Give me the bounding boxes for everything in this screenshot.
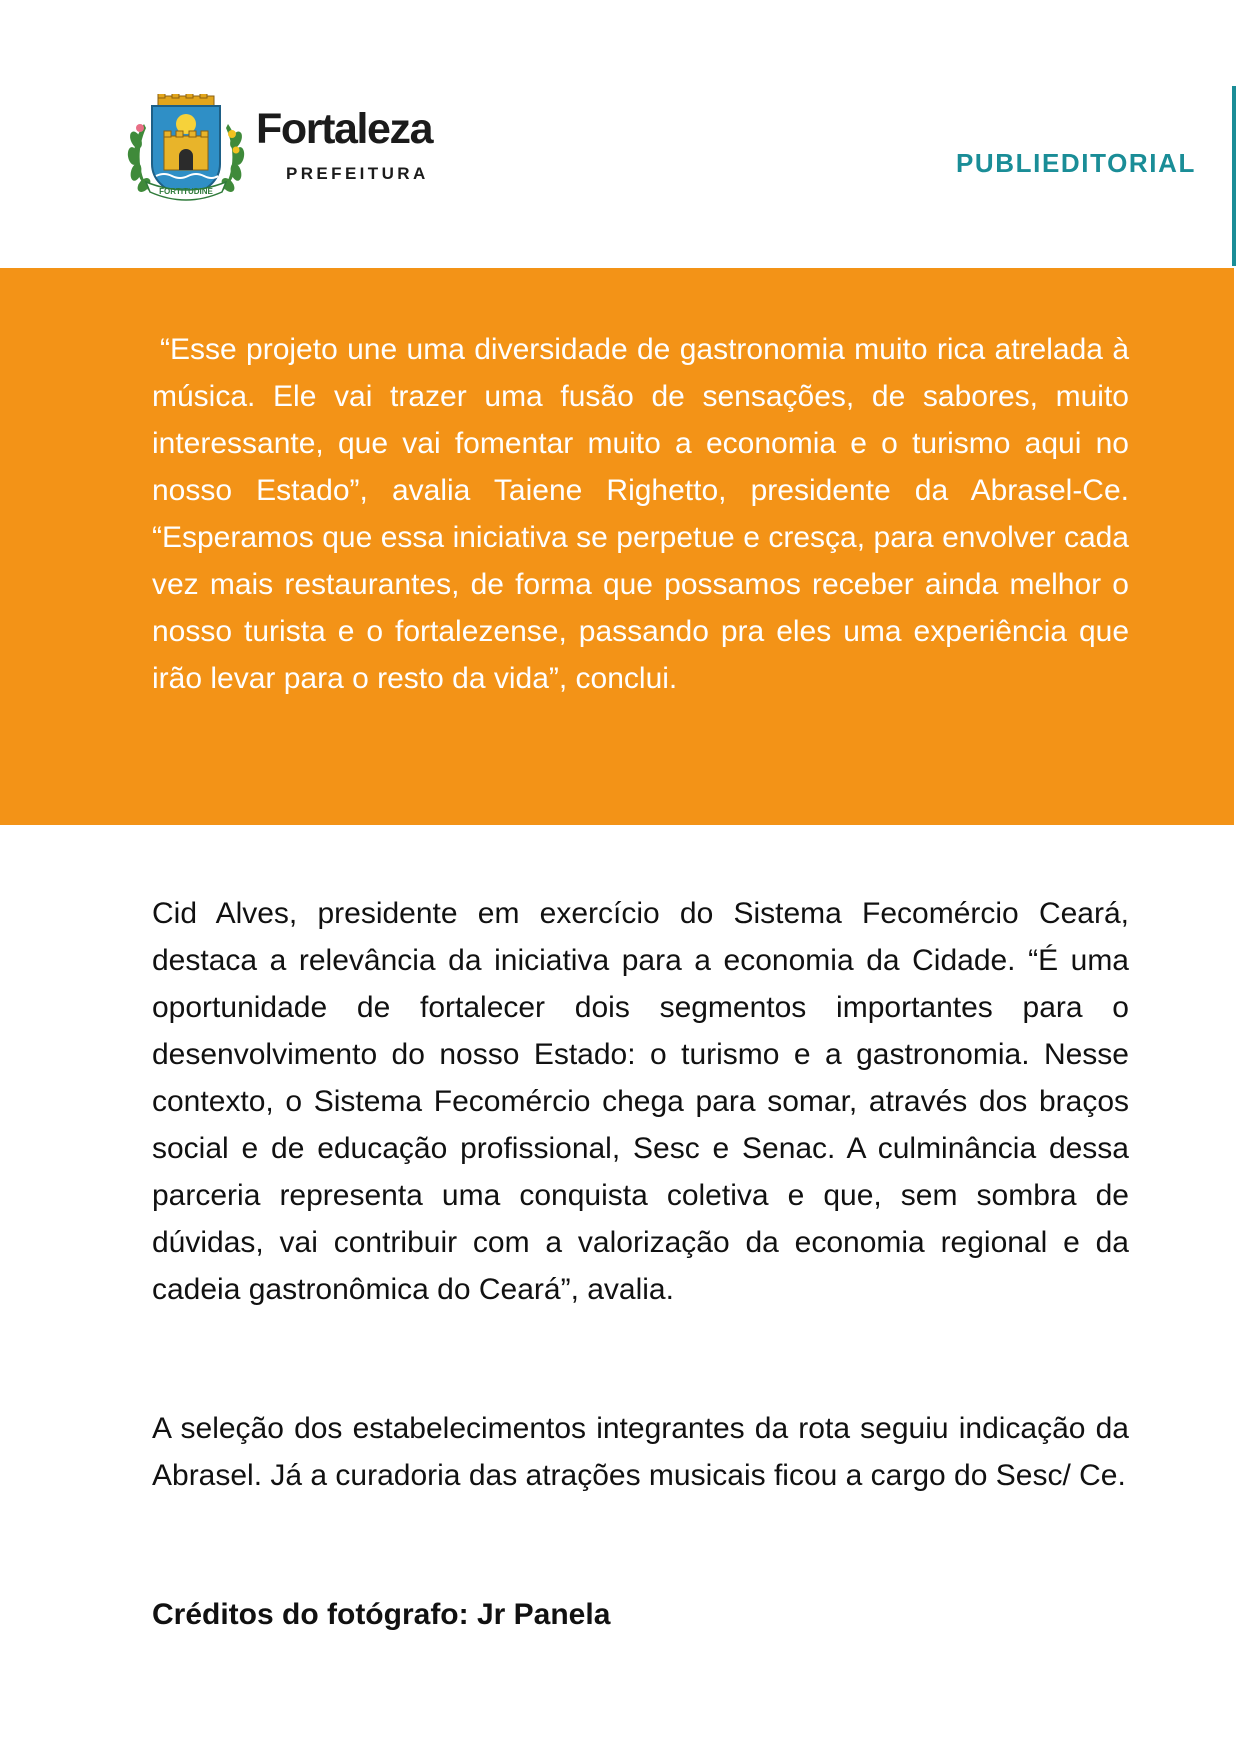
body-paragraph: A seleção dos estabelecimentos integrantes da rota seguiu indicação da Abrasel. Já a curadoria das atrações musicais ficou a cargo do Sesc/ Ce. [152,1412,1129,1492]
brand-name: Fortaleza [256,105,433,153]
pull-quote: “Esse projeto une uma diversidade de gastronomia muito rica atrelada à música. Ele vai trazer uma fusão de sensações, de sabores, muito interessante, que vai fomentar muito a economia e o turismo aqui no nosso Estado”, avalia Taiene Righetto, presidente da Abrasel-Ce. “Esperamos que essa iniciativa se perpetue e cresça, para envolver cada vez mais restaurantes, de forma que possamos receber ainda melhor o nosso turista e o fortalezense, passando pra eles uma experiência que irão levar para o resto da vida”, conclui. [152,333,1129,695]
photo-credits: Créditos do fotógrafo: Jr Panela [152,1598,611,1631]
section-label: PUBLIEDITORIAL [955,148,1196,178]
fortaleza-crest-logo [124,94,248,204]
edge-rule [1232,86,1236,266]
crest-motto: FORTITUDINE [159,187,213,196]
body-paragraph: Cid Alves, presidente em exercício do Sistema Fecomércio Ceará, destaca a relevância da iniciativa para a economia da Cidade. “É uma oportunidade de fortalecer dois segmentos importantes para o desenvolvimento do nosso Estado: o turismo e a gastronomia. Nesse contexto, o Sistema Fecomércio chega para somar, através dos braços social e de educação profissional, Sesc e Senac. A culminância dessa parceria representa uma conquista coletiva e que, sem sombra de dúvidas, vai contribuir com a valorização da economia regional e da cadeia gastronômica do Ceará”, avalia. [152,897,1129,1306]
page-header [0,0,1238,268]
mural-crown-icon [158,94,214,106]
brand-subtitle: PREFEITURA [286,164,429,183]
